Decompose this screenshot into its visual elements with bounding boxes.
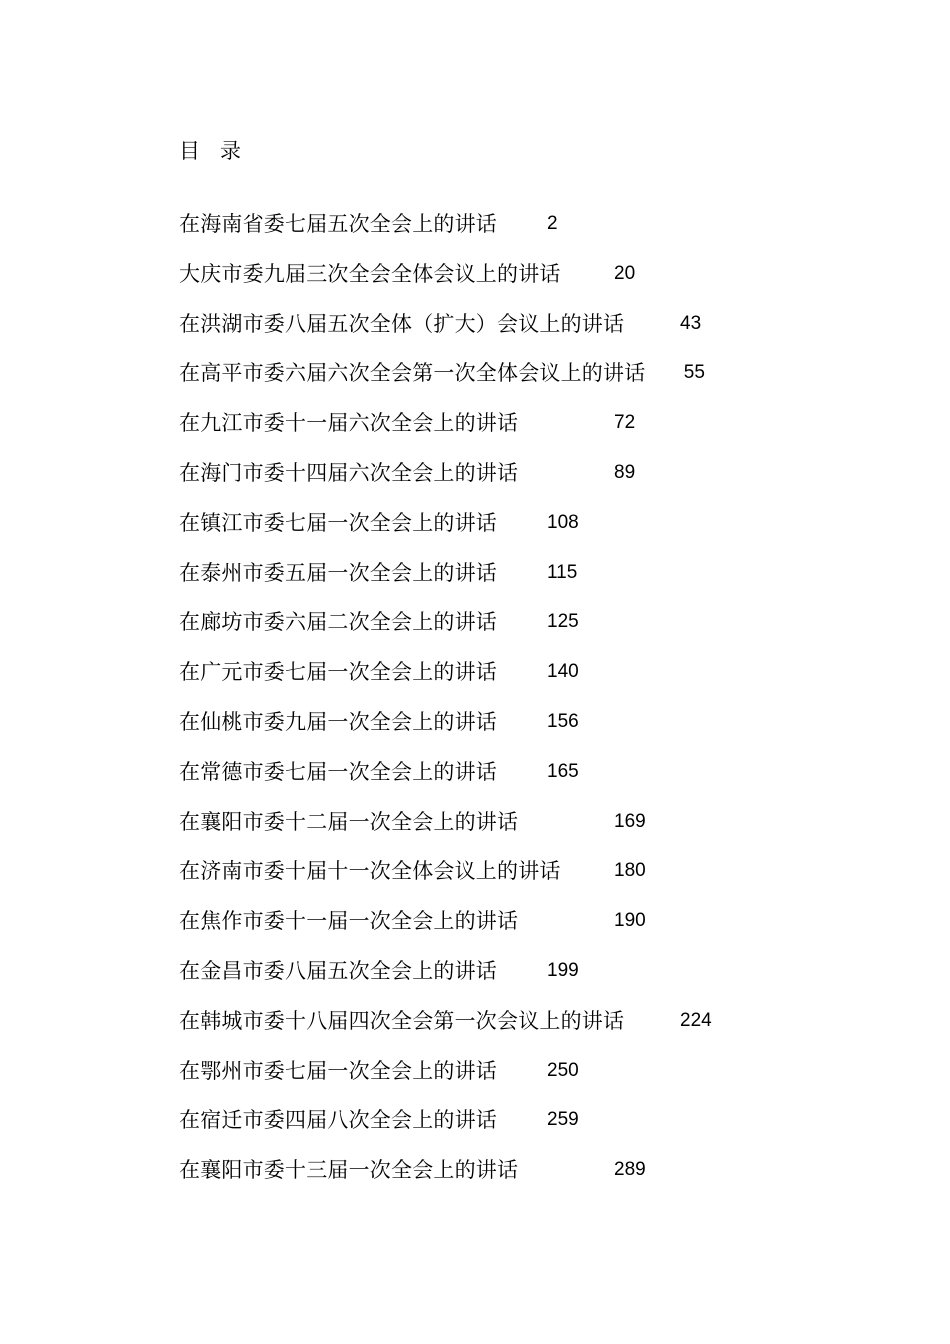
toc-entry-title: 在洪湖市委八届五次全体（扩大）会议上的讲话 (179, 311, 625, 336)
toc-entry[interactable] (179, 855, 645, 905)
toc-entry-title: 在海南省委七届五次全会上的讲话 (179, 212, 497, 236)
toc-entry-title: 在焦作市委十一届一次全会上的讲话 (179, 909, 519, 934)
toc-entry-page-number: 115 (547, 561, 578, 583)
toc-entry-title: 在海门市委十四届六次全会上的讲话 (179, 460, 519, 485)
toc-entry[interactable] (179, 507, 645, 557)
toc-entry-title: 在常德市委七届一次全会上的讲话 (179, 759, 497, 784)
toc-entry-page-number: 190 (614, 910, 646, 932)
toc-entry[interactable] (179, 308, 702, 358)
toc-title: 目录 (179, 139, 261, 163)
toc-entry[interactable] (179, 258, 645, 308)
toc-entry[interactable] (179, 557, 645, 607)
toc-entry-title: 在九江市委十一届六次全会上的讲话 (179, 411, 519, 436)
toc-entry-page-number: 89 (614, 461, 636, 483)
toc-entry[interactable] (179, 756, 645, 806)
toc-entry-page-number: 55 (683, 362, 705, 384)
toc-entry-page-number: 2 (547, 213, 558, 234)
toc-entry-title: 在韩城市委十八届四次全会第一次会议上的讲话 (179, 1008, 625, 1033)
toc-entry-page-number: 169 (614, 810, 646, 832)
toc-entry-page-number: 224 (680, 1009, 712, 1031)
toc-list (179, 208, 712, 1204)
toc-entry-page-number: 72 (614, 412, 636, 434)
toc-entry-page-number: 289 (614, 1159, 646, 1181)
toc-entry[interactable] (179, 1154, 645, 1204)
toc-entry-title: 在襄阳市委十三届一次全会上的讲话 (179, 1158, 519, 1183)
toc-entry[interactable] (179, 407, 645, 457)
toc-entry-page-number: 125 (547, 611, 579, 633)
toc-entry-page-number: 165 (547, 760, 579, 782)
toc-entry-title: 在泰州市委五届一次全会上的讲话 (179, 560, 497, 585)
toc-entry[interactable] (179, 706, 645, 756)
toc-entry-page-number: 108 (547, 511, 579, 533)
toc-entry-title: 在鄂州市委七届一次全会上的讲话 (179, 1058, 497, 1083)
toc-entry-title: 在高平市委六届六次全会第一次全体会议上的讲话 (179, 361, 646, 386)
toc-entry-page-number: 43 (680, 312, 702, 334)
toc-entry-title: 在宿迁市委四届八次全会上的讲话 (179, 1108, 497, 1133)
toc-entry[interactable] (179, 606, 645, 656)
toc-entry-page-number: 259 (547, 1109, 579, 1131)
toc-entry-page-number: 140 (547, 661, 579, 683)
toc-entry[interactable] (179, 656, 645, 706)
toc-entry[interactable] (179, 1104, 645, 1154)
toc-entry-title: 在镇江市委七届一次全会上的讲话 (179, 510, 497, 535)
toc-entry[interactable] (179, 208, 645, 258)
toc-entry-page-number: 156 (547, 710, 579, 732)
toc-entry-title: 在仙桃市委九届一次全会上的讲话 (179, 709, 497, 734)
toc-entry[interactable] (179, 1055, 645, 1105)
toc-entry[interactable] (179, 457, 645, 507)
toc-entry[interactable] (179, 1005, 712, 1055)
toc-entry-page-number: 199 (547, 959, 579, 981)
toc-entry[interactable] (179, 955, 645, 1005)
toc-entry[interactable] (179, 806, 645, 856)
toc-entry-title: 在广元市委七届一次全会上的讲话 (179, 660, 497, 685)
toc-entry-title: 大庆市委九届三次全会全体会议上的讲话 (179, 261, 561, 286)
toc-entry-page-number: 20 (614, 262, 636, 284)
toc-entry-title: 在襄阳市委十二届一次全会上的讲话 (179, 809, 519, 834)
toc-entry-page-number: 250 (547, 1059, 579, 1081)
toc-entry-title: 在廊坊市委六届二次全会上的讲话 (179, 610, 497, 635)
toc-entry-title: 在金昌市委八届五次全会上的讲话 (179, 958, 497, 983)
toc-entry-title: 在济南市委十届十一次全体会议上的讲话 (179, 859, 561, 884)
toc-entry[interactable] (179, 905, 645, 955)
toc-entry[interactable] (179, 357, 705, 407)
toc-entry-page-number: 180 (614, 860, 646, 882)
